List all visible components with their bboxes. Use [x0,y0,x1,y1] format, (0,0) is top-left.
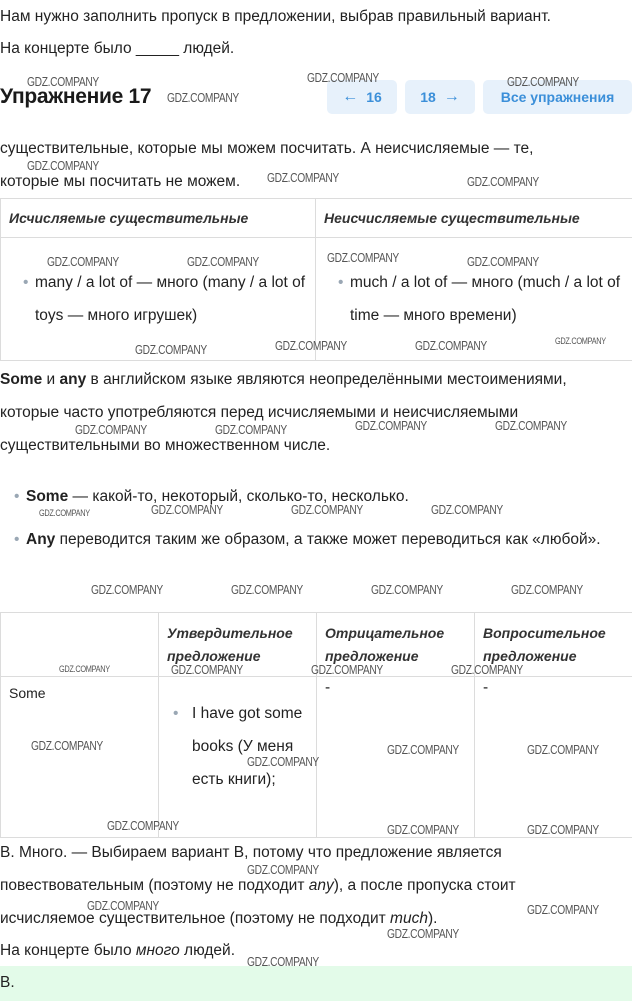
watermark: GDZ.COMPANY [387,743,459,757]
watermark: GDZ.COMPANY [527,903,599,917]
affirmative-header: Утвердительное предложение [159,613,317,677]
watermark: GDZ.COMPANY [467,255,539,269]
watermark: GDZ.COMPANY [291,503,363,517]
affirmative-example: • I have got some books (У меня есть книги); [159,697,308,796]
explanation-line-2: которые мы посчитать не можем. [0,173,241,190]
prev-exercise-button[interactable] [327,80,397,114]
pronoun-list [0,480,606,556]
next-exercise-button[interactable] [405,80,475,114]
answer-much: much [390,910,428,927]
row-label-some: Some [1,677,159,838]
watermark: GDZ.COMPANY [187,255,259,269]
all-exercises-label: Все упражнения [500,89,615,105]
watermark: GDZ.COMPANY [495,419,567,433]
uncountable-cell [316,238,632,361]
uncountable-item: • much / a lot of — много (much / a lot of time — много времени) [324,266,624,332]
answer-p3: ). [427,910,438,927]
nouns-table [0,198,632,361]
watermark: GDZ.COMPANY [247,755,319,769]
list-item [0,523,606,556]
watermark: GDZ.COMPANY [135,343,207,357]
bullet-some-term: Some [26,488,69,505]
watermark: GDZ.COMPANY [247,863,319,877]
watermark: GDZ.COMPANY [91,583,163,597]
term-any: any [59,371,87,388]
answer-explanation [0,836,600,935]
watermark: GDZ.COMPANY [75,423,147,437]
watermark: GDZ.COMPANY [107,819,179,833]
bullet-any-text: переводится таким же образом, а также может переводиться как «любой». [55,531,601,548]
watermark: GDZ.COMPANY [39,508,90,518]
all-exercises-button[interactable] [483,80,632,114]
corner-header [1,613,159,677]
explanation-line-1: существительные, которые мы можем посчитать. А неисчисляемые — те, [0,140,534,157]
watermark: GDZ.COMPANY [171,663,243,677]
conj-text: и [42,371,60,388]
some-any-rest: в английском языке являются неопределёнными местоимениями, которые часто употребляются перед исчисляемыми и неисчисляемыми существительными во множественном числе. [0,371,567,454]
watermark: GDZ.COMPANY [247,955,319,969]
task-sentence: На концерте было _____ людей. [0,40,235,57]
countable-item: • many / a lot of — много (many / a lot of toys — много игрушек) [9,266,307,332]
arrow-left-icon: ← [342,88,359,105]
watermark: GDZ.COMPANY [47,255,119,269]
watermark: GDZ.COMPANY [27,159,99,173]
watermark: GDZ.COMPANY [467,175,539,189]
countable-cell [1,238,316,361]
watermark: GDZ.COMPANY [527,743,599,757]
list-item [0,480,606,513]
watermark: GDZ.COMPANY [167,91,239,105]
watermark: GDZ.COMPANY [275,339,347,353]
watermark: GDZ.COMPANY [555,336,606,346]
negative-header: Отрицательное предложение [317,613,475,677]
watermark: GDZ.COMPANY [267,171,339,185]
explanation-text [0,132,632,198]
watermark: GDZ.COMPANY [431,503,503,517]
watermark: GDZ.COMPANY [327,251,399,265]
watermark: GDZ.COMPANY [507,75,579,89]
watermark: GDZ.COMPANY [415,339,487,353]
watermark: GDZ.COMPANY [215,423,287,437]
page-title: Упражнение 17 [0,85,152,108]
watermark: GDZ.COMPANY [511,583,583,597]
watermark: GDZ.COMPANY [307,71,379,85]
some-any-paragraph [0,363,628,462]
next-exercise-label: 18 [420,89,436,105]
watermark: GDZ.COMPANY [355,419,427,433]
watermark: GDZ.COMPANY [231,583,303,597]
prev-exercise-label: 16 [366,89,382,105]
uncountable-header: Неисчисляемые существительные [316,199,632,238]
question-header: Вопросительное предложение [475,613,632,677]
answer-any: any [308,877,334,894]
affirmative-cell [159,677,317,838]
answer-box [0,966,632,1001]
final-sentence [0,934,632,967]
watermark: GDZ.COMPANY [527,823,599,837]
bullet-any-term: Any [26,531,56,548]
term-some: Some [0,371,43,388]
question-cell: - [475,677,632,838]
final-a: На концерте было [0,942,136,959]
bullet-some-text: — какой-то, некоторый, сколько-то, несколько. [68,488,409,505]
watermark: GDZ.COMPANY [371,583,443,597]
some-usage-table [0,612,632,838]
arrow-right-icon: → [443,88,460,105]
watermark: GDZ.COMPANY [151,503,223,517]
answer-value: В. [0,974,15,991]
answer-p2: ), а после пропуска стоит исчисляемое существительное (поэтому не подходит [0,877,516,927]
final-word: много [135,942,180,959]
watermark: GDZ.COMPANY [387,927,459,941]
instruction-text: Нам нужно заполнить пропуск в предложении, выбрав правильный вариант. [0,8,551,25]
final-b: людей. [179,942,236,959]
watermark: GDZ.COMPANY [87,899,159,913]
exercise-header [0,78,632,118]
watermark: GDZ.COMPANY [311,663,383,677]
watermark: GDZ.COMPANY [451,663,523,677]
watermark: GDZ.COMPANY [59,664,110,674]
watermark: GDZ.COMPANY [387,823,459,837]
negative-cell: - [317,677,475,838]
watermark: GDZ.COMPANY [31,739,103,753]
countable-header: Исчисляемые существительные [1,199,316,238]
watermark: GDZ.COMPANY [27,75,99,89]
answer-p1: В. Много. — Выбираем вариант В, потому что предложение является повествовательным (поэтому не подходит [0,844,502,894]
